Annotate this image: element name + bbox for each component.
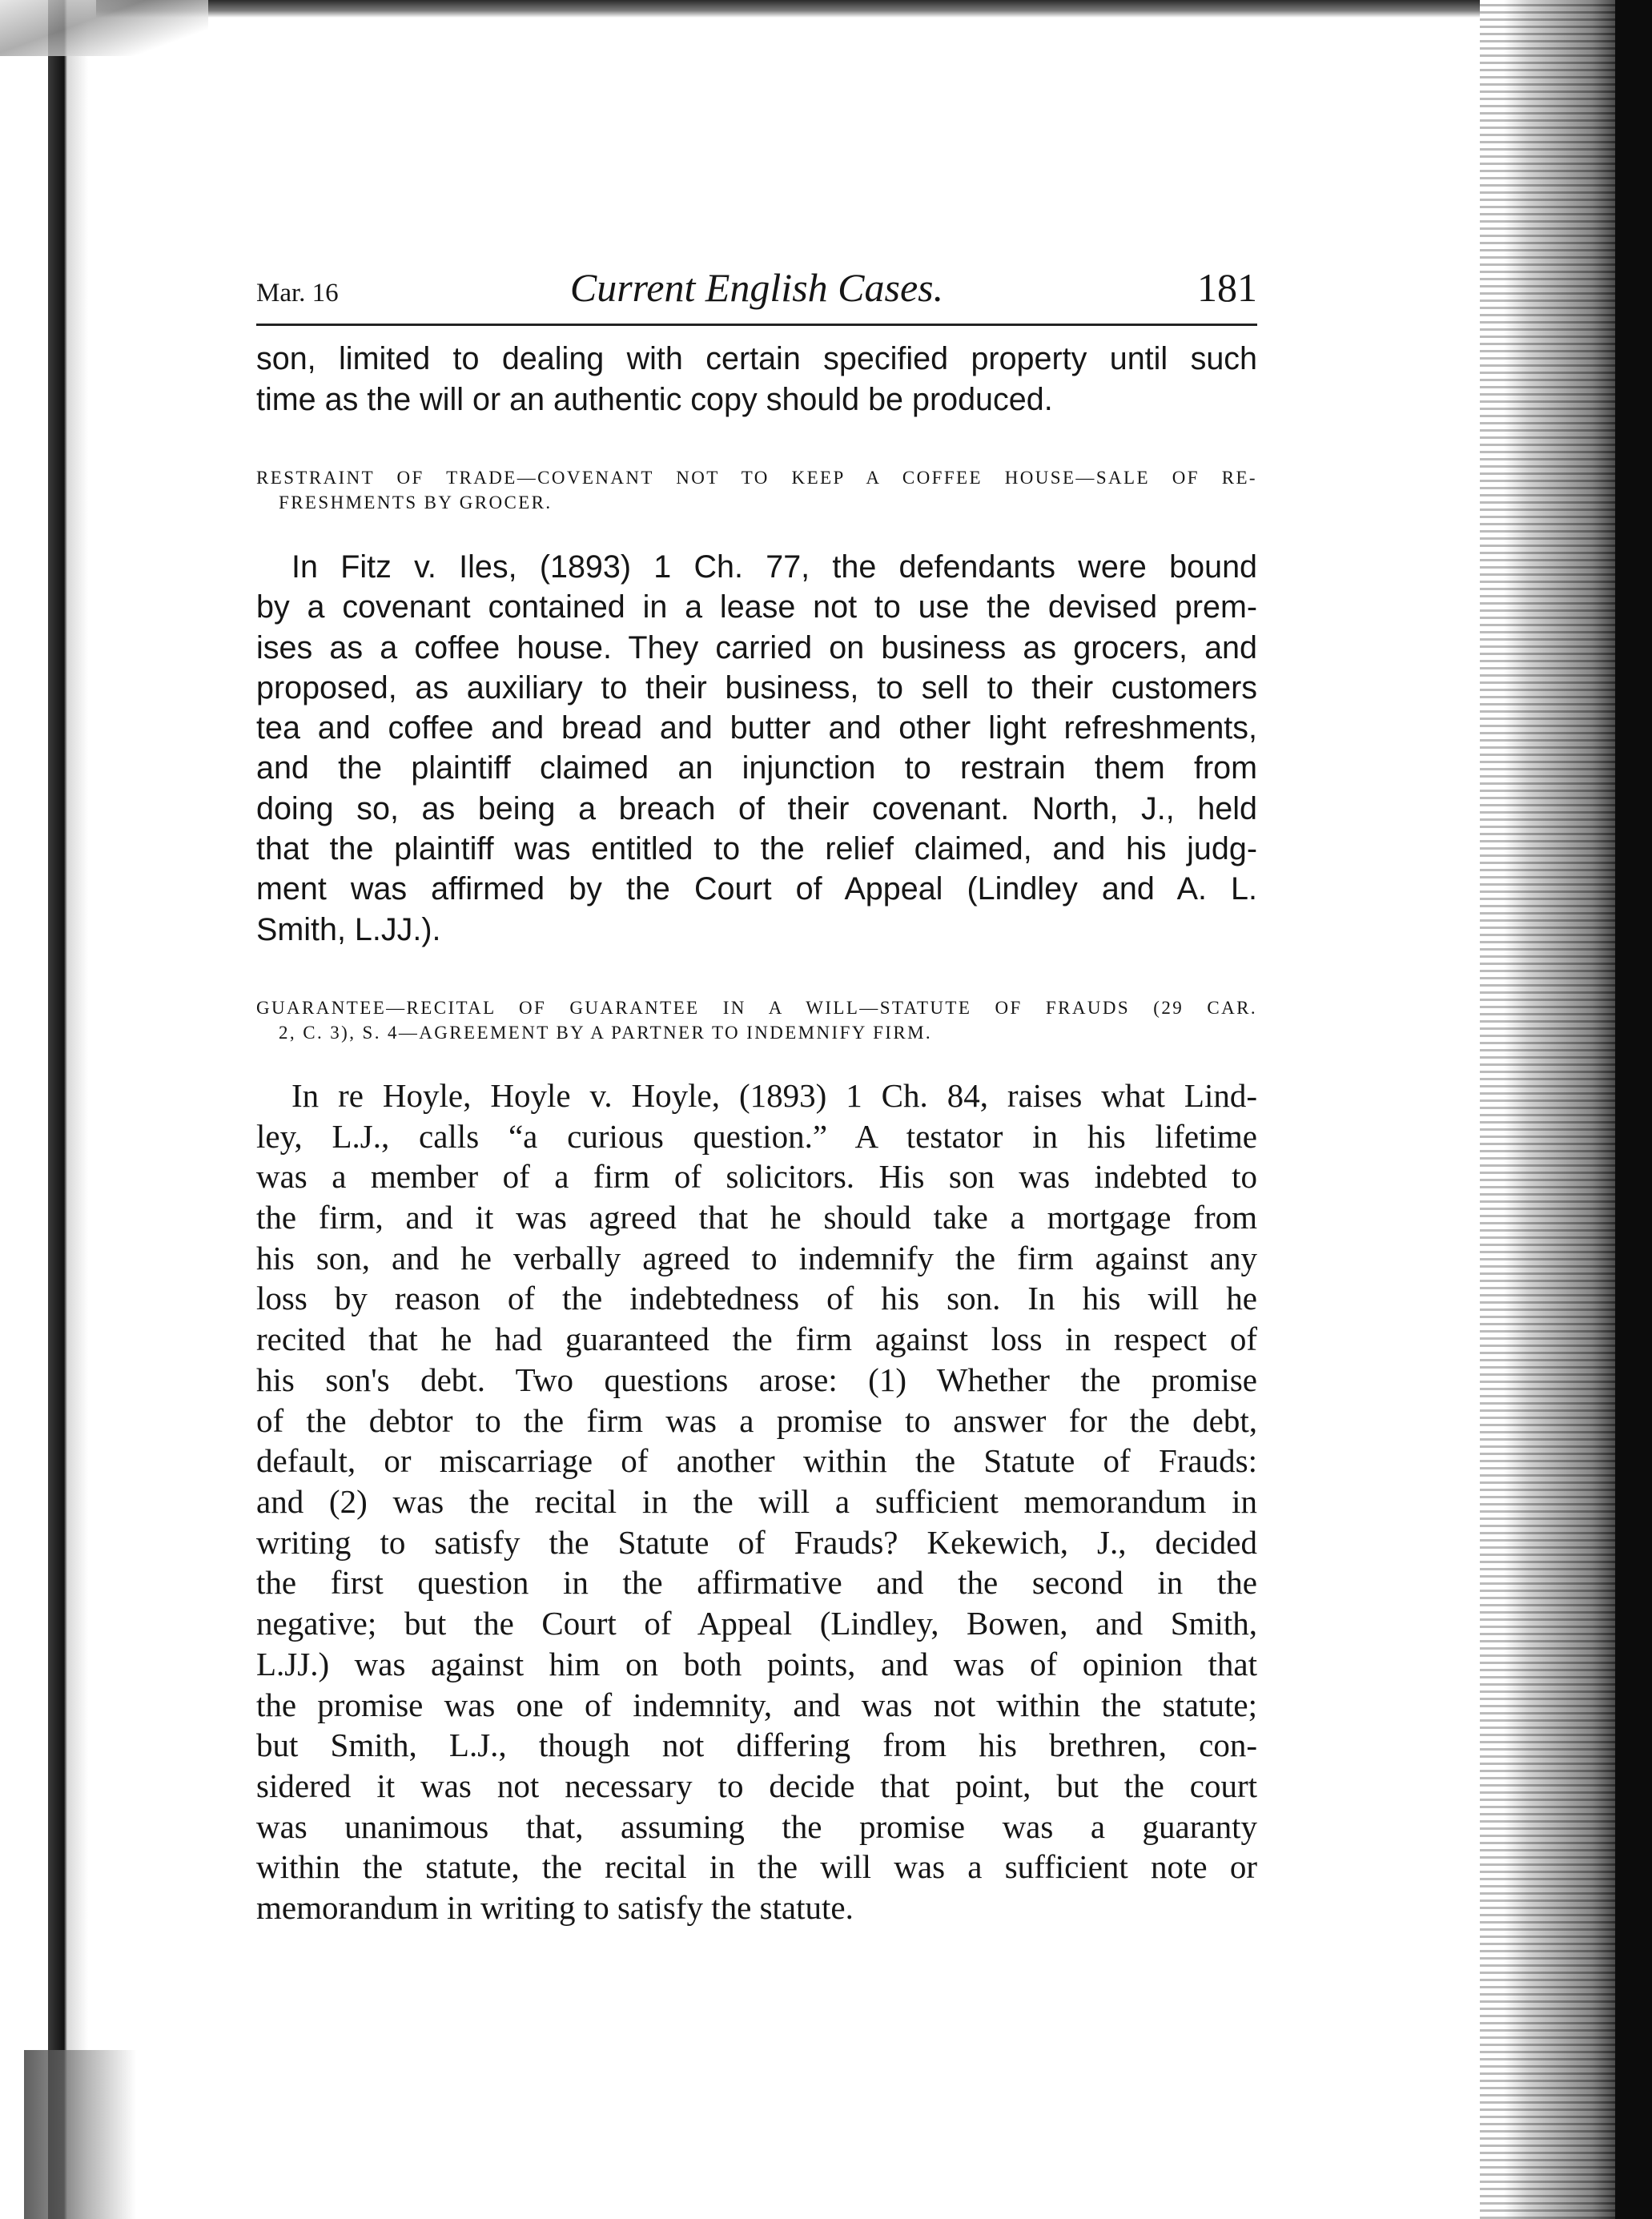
page-text-block	[256, 264, 1257, 1928]
text-line: son, limited to dealing with certain specified property until such	[256, 341, 1257, 376]
text-line: Smith, L.JJ.).	[256, 911, 441, 947]
text-line: loss by reason of the indebtedness of his son. In his will he	[256, 1280, 1257, 1317]
text-line: recited that he had guaranteed the firm against loss in respect of	[256, 1321, 1257, 1358]
text-line: default, or miscarriage of another within the Statute of Frauds:	[256, 1442, 1257, 1480]
text-line: negative; but the Court of Appeal (Lindley, Bowen, and Smith,	[256, 1605, 1257, 1642]
text-line: L.JJ.) was against him on both points, and was of opinion that	[256, 1645, 1257, 1682]
text-line: within the statute, the recital in the will was a sufficient note or	[256, 1848, 1257, 1886]
text-line: writing to satisfy the Statute of Frauds? Kekewich, J., decided	[256, 1523, 1257, 1561]
text-line: by a covenant contained in a lease not to use the devised prem-	[256, 589, 1257, 625]
heading-line: GUARANTEE—RECITAL OF GUARANTEE IN A WILL—STATUTE OF FRAUDS (29 CAR.	[256, 997, 1257, 1018]
text-line: memorandum in writing to satisfy the statute.	[256, 1889, 854, 1927]
text-line: the first question in the affirmative and the second in the	[256, 1564, 1257, 1602]
text-line: his son's debt. Two questions arose: (1) Whether the promise	[256, 1361, 1257, 1398]
text-line: and (2) was the recital in the will a sufficient memorandum in	[256, 1483, 1257, 1520]
case-paragraph-re-hoyle	[256, 1075, 1257, 1928]
case-paragraph-fitz-v-iles	[256, 547, 1257, 950]
heading-line: 2, C. 3), S. 4—AGREEMENT BY A PARTNER TO INDEMNIFY FIRM.	[279, 1022, 933, 1043]
text-line: was unanimous that, assuming the promise was a guaranty	[256, 1807, 1257, 1845]
heading-line: RESTRAINT OF TRADE—COVENANT NOT TO KEEP A COFFEE HOUSE—SALE OF RE-	[256, 468, 1257, 488]
text-line: In Fitz v. Iles, (1893) 1 Ch. 77, the defendants were bound	[291, 549, 1257, 585]
continuation-paragraph	[256, 339, 1257, 420]
text-line: ises as a coffee house. They carried on business as grocers, and	[256, 629, 1257, 665]
text-line: time as the will or an authentic copy should be produced.	[256, 382, 1053, 417]
text-line: proposed, as auxiliary to their business, to sell to their customers	[256, 669, 1257, 705]
head-rule	[256, 324, 1257, 326]
running-head-date: Mar. 16	[256, 279, 339, 308]
text-line: In re Hoyle, Hoyle v. Hoyle, (1893) 1 Ch. 84, raises what Lind-	[291, 1076, 1257, 1114]
page-number: 181	[1197, 265, 1257, 310]
text-line: was a member of a firm of solicitors. His son was indebted to	[256, 1158, 1257, 1196]
text-line: that the plaintiff was entitled to the relief claimed, and his judg-	[256, 831, 1257, 867]
scan-binding-edge	[0, 0, 96, 2219]
text-line: of the debtor to the firm was a promise to answer for the debt,	[256, 1401, 1257, 1439]
scan-bottom-corner	[24, 2050, 136, 2219]
running-head	[256, 264, 1257, 322]
scan-corner-shadow	[0, 0, 208, 56]
case-heading-restraint-of-trade	[256, 465, 1257, 515]
text-line: tea and coffee and bread and butter and other light refreshments,	[256, 710, 1257, 746]
running-head-title: Current English Cases.	[569, 265, 944, 310]
text-line: the promise was one of indemnity, and was not within the statute;	[256, 1686, 1257, 1723]
text-line: doing so, as being a breach of their covenant. North, J., held	[256, 790, 1257, 826]
heading-line: FRESHMENTS BY GROCER.	[279, 492, 553, 513]
scan-top-edge	[0, 0, 1652, 18]
text-line: ley, L.J., calls “a curious question.” A testator in his lifetime	[256, 1117, 1257, 1155]
scan-right-border	[1615, 0, 1652, 2219]
text-line: the firm, and it was agreed that he should take a mortgage from	[256, 1199, 1257, 1236]
text-line: but Smith, L.J., though not differing from his brethren, con-	[256, 1727, 1257, 1764]
text-line: and the plaintiff claimed an injunction to restrain them from	[256, 750, 1257, 786]
text-line: ment was affirmed by the Court of Appeal (Lindley and A. L.	[256, 871, 1257, 907]
text-line: sidered it was not necessary to decide that point, but the court	[256, 1767, 1257, 1804]
text-line: his son, and he verbally agreed to indemnify the firm against any	[256, 1239, 1257, 1276]
case-heading-guarantee	[256, 995, 1257, 1045]
